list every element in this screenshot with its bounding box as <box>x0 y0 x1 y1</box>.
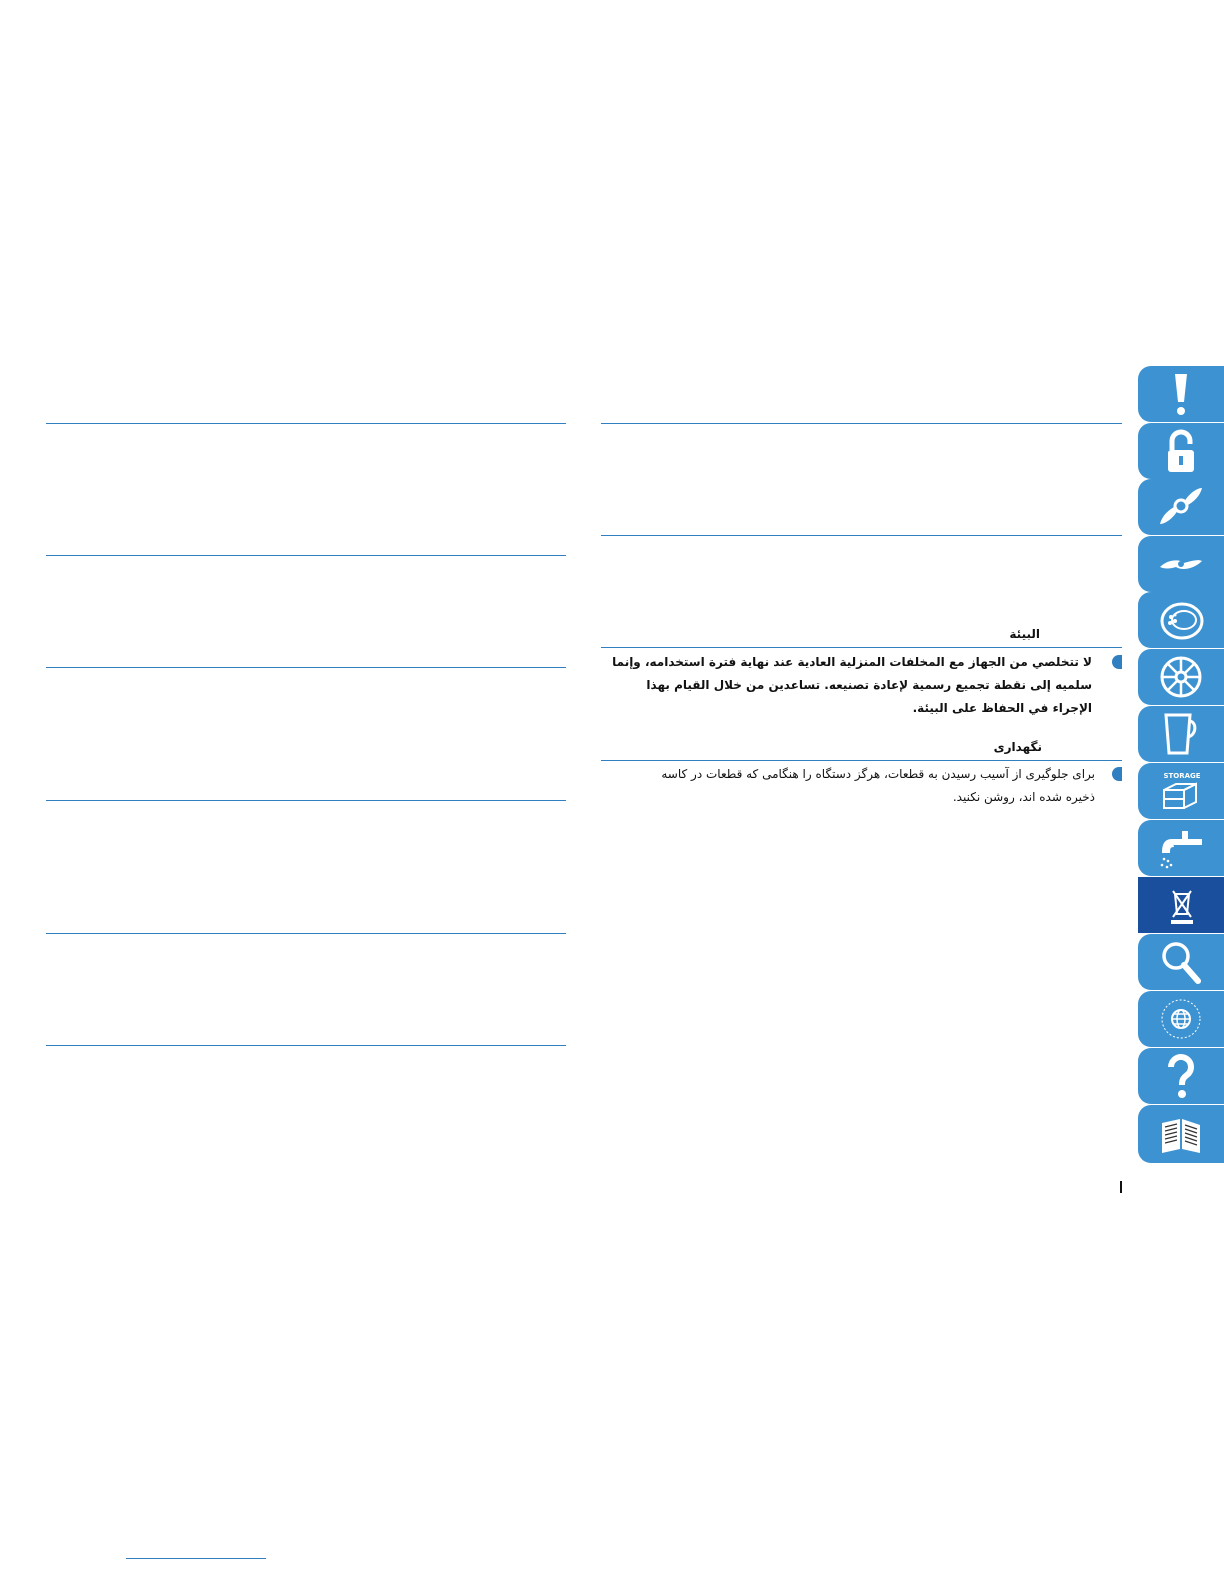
tab-tap[interactable] <box>1138 820 1224 876</box>
tab-environment[interactable] <box>1138 877 1224 933</box>
tab-troubleshooting[interactable] <box>1138 934 1224 990</box>
left-rule-6 <box>46 1045 566 1046</box>
left-rule-2 <box>46 555 566 556</box>
left-rule-4 <box>46 800 566 801</box>
environment-heading: البيئة <box>1009 627 1040 641</box>
tap-icon <box>1158 825 1204 871</box>
left-rule-1 <box>46 423 566 424</box>
crossed-bin-icon <box>1158 882 1204 928</box>
warning-icon <box>1158 371 1204 417</box>
magnifier-icon <box>1158 939 1204 985</box>
disc-icon <box>1158 654 1204 700</box>
storage-text: برای جلوگیری از آسیب رسیدن به قطعات، هرگز دستگاه را هنگامی که قطعات در کاسه ذخیره شده اند، روشن نکنید. <box>661 767 1095 804</box>
page-marker <box>1120 1181 1122 1193</box>
storage-heading: نگهداری <box>993 740 1042 754</box>
book-icon <box>1158 1111 1204 1157</box>
globe-icon <box>1158 996 1204 1042</box>
jug-icon <box>1158 711 1204 757</box>
tab-disc-blade[interactable] <box>1138 536 1224 592</box>
tab-bowl[interactable] <box>1138 592 1224 648</box>
tab-jug[interactable] <box>1138 706 1224 762</box>
storage-rule <box>601 760 1122 761</box>
storage-box-icon <box>1158 768 1204 814</box>
question-icon <box>1158 1053 1204 1099</box>
tab-blade[interactable] <box>1138 479 1224 535</box>
unlock-icon <box>1158 428 1204 474</box>
tab-storage[interactable] <box>1138 763 1224 819</box>
tab-unlock[interactable] <box>1138 423 1224 479</box>
tab-disc[interactable] <box>1138 649 1224 705</box>
tab-help[interactable] <box>1138 1048 1224 1104</box>
tab-warning[interactable] <box>1138 366 1224 422</box>
environment-rule <box>601 647 1122 648</box>
disc-blade-icon <box>1158 541 1204 587</box>
blade-icon <box>1158 484 1204 530</box>
right-rule-1 <box>601 423 1122 424</box>
tab-manual[interactable] <box>1138 1105 1224 1163</box>
environment-text: لا تتخلصي من الجهاز مع المخلفات المنزلية العادية عند نهاية فترة استخدامه، وإنما سلميه إلى نقطة تجميع رسمية لإعادة تصنيعه. تساعدين من خلال القيام بهذا الإجراء في الحفاظ على البيئة. <box>612 655 1092 715</box>
bowl-icon <box>1158 597 1204 643</box>
footer-rule <box>126 1558 266 1559</box>
right-rule-2 <box>601 535 1122 536</box>
tab-guarantee[interactable] <box>1138 991 1224 1047</box>
environment-bullet-icon <box>1112 655 1122 669</box>
left-rule-5 <box>46 933 566 934</box>
left-rule-3 <box>46 667 566 668</box>
storage-bullet-icon <box>1112 767 1122 781</box>
svg-text:STORAGE: STORAGE <box>1163 772 1201 780</box>
